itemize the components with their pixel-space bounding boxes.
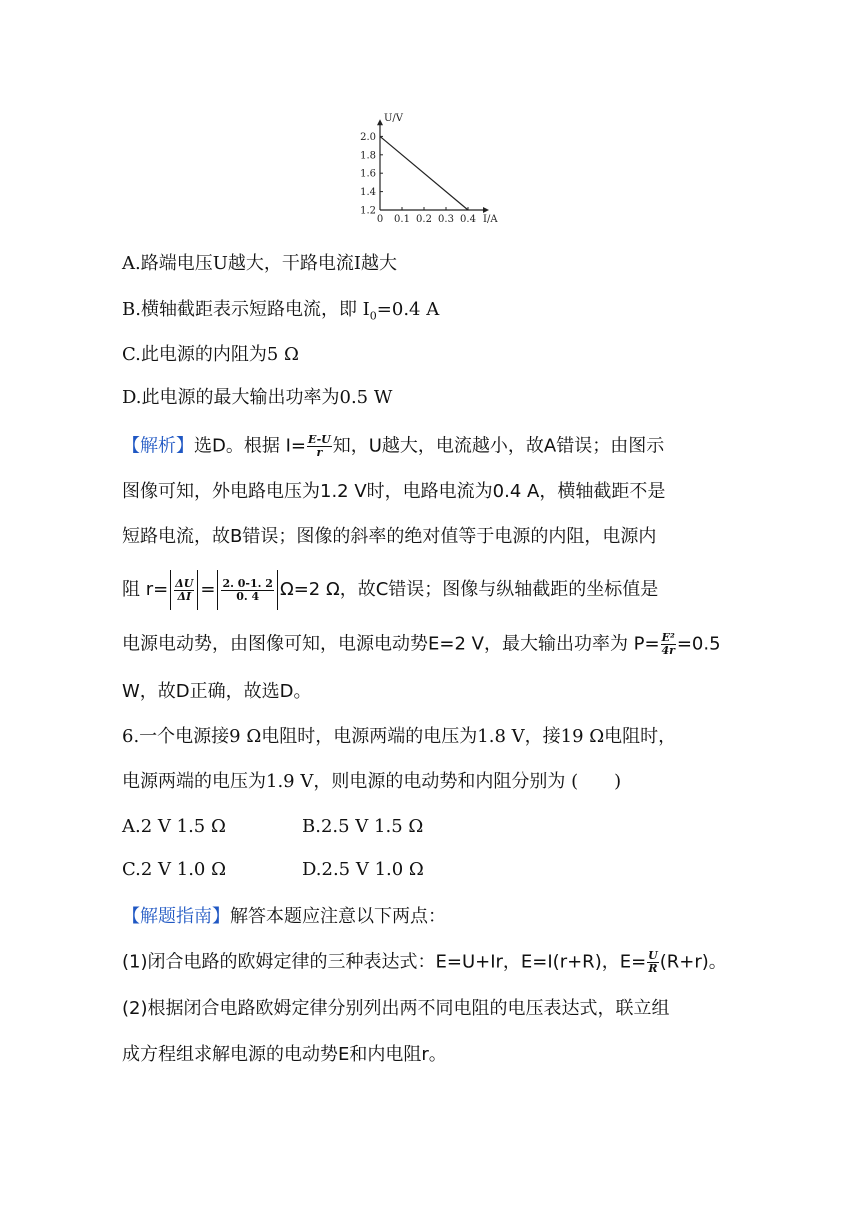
y-tick-label: 1.2 bbox=[360, 205, 376, 217]
x-tick-label: 0.2 bbox=[416, 214, 432, 225]
analysis-line-1: 【解析】选D。根据 I= $\frac{E-U}{r}$ 知，U越大，电流越小，故A错误；由图示 bbox=[122, 433, 665, 459]
fraction-e-u-over-r: $\frac{E-U}{r}$ bbox=[307, 433, 331, 459]
x-tick-label: 0.3 bbox=[438, 214, 454, 225]
option-b-sub: 0 bbox=[369, 309, 377, 323]
x-axis-arrow bbox=[483, 207, 489, 213]
analysis-line-2: 图像可知，外电路电压为1.2 V时，电路电流为0.4 A，横轴截距不是 bbox=[122, 481, 666, 502]
guide-point-1: (1)闭合电路的欧姆定律的三种表达式：E=U+Ir，E=I(r+R)，E= $\frac{U}{R}$ (R+r)。 bbox=[122, 949, 727, 975]
q6-option-b: B.2.5 V 1.5 Ω bbox=[302, 816, 424, 837]
u-i-graph bbox=[350, 105, 510, 235]
analysis-line-6: W，故D正确，故选D。 bbox=[122, 681, 312, 702]
analysis-line-5: 电源电动势，由图像可知，电源电动势E=2 V，最大输出功率为 P= $\frac{\text{E²}}{4r}$ =0.5 bbox=[122, 631, 721, 657]
x-tick-label: 0 bbox=[376, 214, 384, 225]
x-axis-label: I/A bbox=[483, 214, 498, 225]
option-d: D.此电源的最大输出功率为0.5 W bbox=[122, 387, 393, 408]
q6-option-c: C.2 V 1.0 Ω bbox=[122, 859, 227, 880]
option-b-value: =0.4 A bbox=[376, 299, 440, 320]
y-tick-label: 1.8 bbox=[360, 150, 376, 162]
guide-tag: 【解题指南】 bbox=[122, 906, 230, 927]
y-axis-label: U/V bbox=[384, 113, 404, 125]
y-tick-label: 1.6 bbox=[360, 168, 376, 180]
abs-value-fraction: $\frac{2. 0-1. 2}{0. 4}$ bbox=[217, 570, 278, 610]
analysis-line-3: 短路电流，故B错误；图像的斜率的绝对值等于电源的内阻，电源内 bbox=[122, 526, 657, 547]
guide-point-2-line-1: (2)根据闭合电路欧姆定律分别列出两不同电阻的电压表达式，联立组 bbox=[122, 998, 670, 1019]
q6-option-d: D.2.5 V 1.0 Ω bbox=[302, 859, 424, 880]
q6-options-row-2 bbox=[122, 858, 424, 882]
q6-stem-line-2: 电源两端的电压为1.9 V，则电源的电动势和内阻分别为 ( ) bbox=[122, 771, 622, 792]
guide-point-2-line-2: 成方程组求解电源的电动势E和内电阻r。 bbox=[122, 1044, 447, 1065]
option-c: C.此电源的内阻为5 Ω bbox=[122, 344, 299, 365]
y-axis-arrow bbox=[377, 119, 383, 125]
q6-option-a: A.2 V 1.5 Ω bbox=[122, 816, 226, 837]
analysis-tag: 【解析】 bbox=[122, 435, 194, 457]
fraction-u-over-r: $\frac{U}{R}$ bbox=[648, 949, 658, 975]
q6-stem-line-1: 6.一个电源接9 Ω电阻时，电源两端的电压为1.8 V，接19 Ω电阻时， bbox=[122, 726, 677, 747]
data-line bbox=[380, 136, 468, 210]
option-b bbox=[122, 298, 439, 329]
y-tick-label: 1.4 bbox=[360, 187, 376, 199]
fraction-e2-over-4r: $\frac{\text{E²}}{4r}$ bbox=[661, 631, 675, 657]
y-tick-label: 2.0 bbox=[360, 131, 376, 143]
x-tick-label: 0.4 bbox=[460, 214, 476, 225]
q6-options-row-1 bbox=[122, 815, 423, 839]
guide-line-1: 【解题指南】解答本题应注意以下两点： bbox=[122, 906, 446, 927]
analysis-line-4: 阻 r= $\frac{\Delta U}{\Delta I}$ = $\frac{2. 0-1. 2}{0. 4}$ Ω=2 Ω，故C错误；图像与纵轴截距的坐标值是 bbox=[122, 570, 658, 610]
option-b-text: B.横轴截距表示短路电流，即 I bbox=[122, 299, 370, 320]
abs-delta-fraction: $\frac{\Delta U}{\Delta I}$ bbox=[170, 570, 198, 610]
x-tick-label: 0.1 bbox=[394, 214, 410, 225]
option-a: A.路端电压U越大，干路电流I越大 bbox=[122, 253, 397, 274]
